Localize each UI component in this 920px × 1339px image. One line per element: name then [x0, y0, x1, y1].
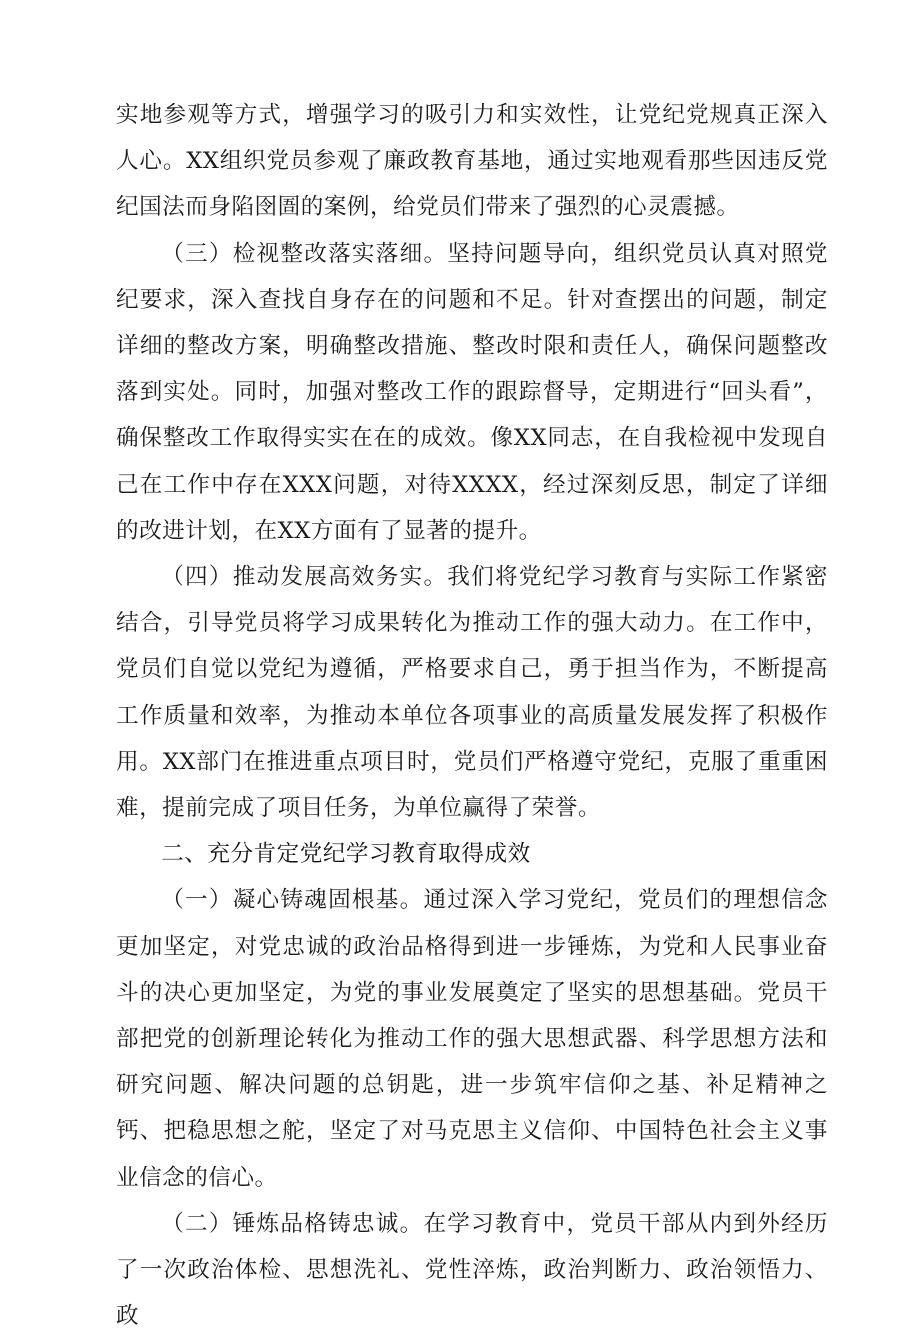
- paragraph-promote-development: （四）推动发展高效务实。我们将党纪学习教育与实际工作紧密结合，引导党员将学习成果转化为推动工作的强大动力。在工作中，党员们自觉以党纪为遵循，严格要求自己，勇于担当作为，不断提高工作质量和效率，为推动本单位各项事业的高质量发展发挥了积极作用。XX部门在推进重点项目时，党员们严格遵守党纪，克服了重重困难，提前完成了项目任务，为单位赢得了荣誉。: [116, 564, 828, 822]
- document-body: [116, 92, 828, 1339]
- paragraph-strengthen-foundation: （一）凝心铸魂固根基。通过深入学习党纪，党员们的理想信念更加坚定，对党忠诚的政治品格得到进一步锤炼，为党和人民事业奋斗的决心更加坚定，为党的事业发展奠定了坚实的思想基础。党员干部把党的创新理论转化为推动工作的强大思想武器、科学思想方法和研究问题、解决问题的总钥匙，进一步筑牢信仰之基、补足精神之钙、把稳思想之舵，坚定了对马克思主义信仰、中国特色社会主义事业信念的信心。: [116, 887, 828, 1191]
- section-heading: 二、充分肯定党纪学习教育取得成效: [161, 841, 531, 868]
- paragraph-inspection-rectification: （三）检视整改落实落细。坚持问题导向，组织党员认真对照党纪要求，深入查找自身存在的问题和不足。针对查摆出的问题，制定详细的整改方案，明确整改措施、整改时限和责任人，确保问题整改落到实处。同时，加强对整改工作的跟踪督导，定期进行“回头看”，确保整改工作取得实实在在的成效。像XX同志，在自我检视中发现自己在工作中存在XXX问题，对待XXXX，经过深刻反思，制定了详细的改进计划，在XX方面有了显著的提升。: [116, 240, 828, 544]
- paragraph-continuation: 实地参观等方式，增强学习的吸引力和实效性，让党纪党规真正深入人心。XX组织党员参观了廉政教育基地，通过实地观看那些因违反党纪国法而身陷囹圄的案例，给党员们带来了强烈的心灵震撼。: [116, 102, 828, 221]
- paragraph-temper-loyalty: （二）锤炼品格铸忠诚。在学习教育中，党员干部从内到外经历了一次政治体检、思想洗礼、党性淬炼，政治判断力、政治领悟力、政: [116, 1210, 828, 1330]
